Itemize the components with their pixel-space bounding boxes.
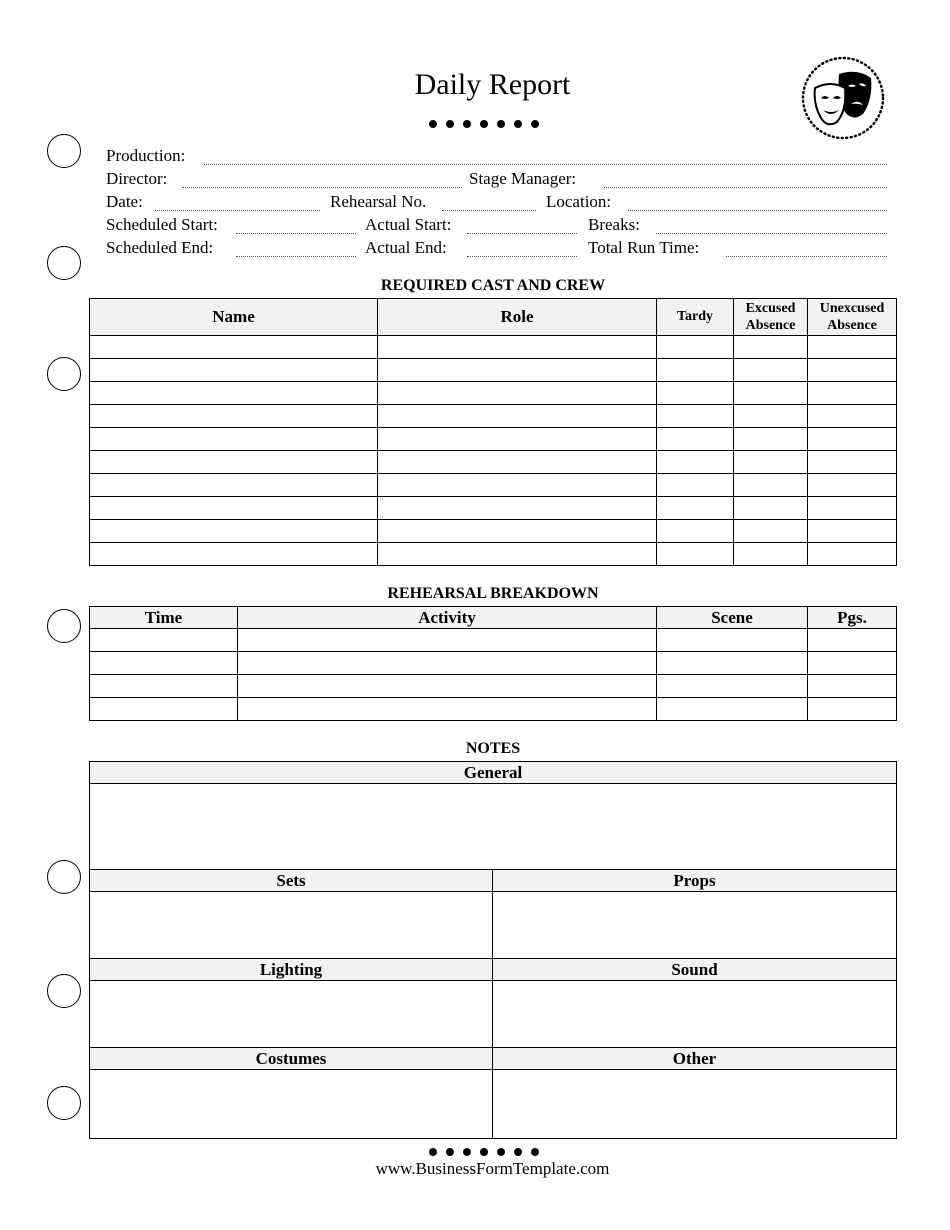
column-header-excused-absence: Excused Absence <box>734 299 808 336</box>
notes-costumes-header: Costumes <box>90 1048 493 1070</box>
table-cell[interactable] <box>90 520 378 543</box>
table-cell[interactable] <box>734 474 808 497</box>
notes-other-area[interactable] <box>493 1070 897 1139</box>
scheduled-start-field[interactable] <box>236 233 356 234</box>
table-cell[interactable] <box>378 405 657 428</box>
table-cell[interactable] <box>808 520 897 543</box>
director-label: Director: <box>106 169 168 188</box>
total-run-time-label: Total Run Time: <box>588 238 700 257</box>
binder-hole <box>47 357 81 391</box>
notes-props-area[interactable] <box>493 892 897 959</box>
location-field[interactable] <box>628 210 887 211</box>
table-cell[interactable] <box>90 359 378 382</box>
table-cell[interactable] <box>378 336 657 359</box>
binder-hole <box>47 134 81 168</box>
breakdown-row <box>90 652 897 675</box>
total-run-time-field[interactable] <box>726 256 887 257</box>
column-header-tardy: Tardy <box>657 299 734 336</box>
table-cell[interactable] <box>808 451 897 474</box>
cast-crew-row <box>90 428 897 451</box>
cast-crew-header-row <box>90 299 897 336</box>
table-cell[interactable] <box>378 451 657 474</box>
production-label: Production: <box>106 146 186 165</box>
table-cell[interactable] <box>238 629 657 652</box>
table-cell[interactable] <box>378 474 657 497</box>
table-cell[interactable] <box>734 428 808 451</box>
table-cell[interactable] <box>808 336 897 359</box>
table-cell[interactable] <box>657 405 734 428</box>
table-cell[interactable] <box>378 359 657 382</box>
actual-end-label: Actual End: <box>365 238 447 257</box>
stage-manager-label: Stage Manager: <box>469 169 577 188</box>
table-cell[interactable] <box>808 405 897 428</box>
table-cell[interactable] <box>378 382 657 405</box>
scheduled-end-label: Scheduled End: <box>106 238 214 257</box>
table-cell[interactable] <box>808 497 897 520</box>
date-field[interactable] <box>155 210 320 211</box>
table-cell[interactable] <box>734 543 808 566</box>
table-cell[interactable] <box>808 359 897 382</box>
binder-hole <box>47 860 81 894</box>
table-cell[interactable] <box>90 629 238 652</box>
cast-crew-row <box>90 543 897 566</box>
page-title: Daily Report <box>414 68 571 101</box>
column-header-time: Time <box>90 607 238 629</box>
notes-general-header: General <box>90 762 897 784</box>
notes-table <box>89 761 897 1139</box>
notes-sound-area[interactable] <box>493 981 897 1048</box>
table-cell[interactable] <box>734 359 808 382</box>
breakdown-header-row <box>90 607 897 629</box>
table-cell[interactable] <box>90 698 238 721</box>
notes-other-header: Other <box>493 1048 897 1070</box>
table-cell[interactable] <box>90 405 378 428</box>
table-cell[interactable] <box>808 474 897 497</box>
binder-hole <box>47 609 81 643</box>
table-cell[interactable] <box>90 474 378 497</box>
scheduled-end-field[interactable] <box>236 256 356 257</box>
table-cell[interactable] <box>657 675 808 698</box>
footer-dots <box>429 1148 539 1156</box>
table-cell[interactable] <box>808 675 897 698</box>
footer-url: www.BusinessFormTemplate.com <box>375 1159 610 1178</box>
scheduled-start-label: Scheduled Start: <box>106 215 218 234</box>
table-cell[interactable] <box>657 336 734 359</box>
table-cell[interactable] <box>808 629 897 652</box>
table-cell[interactable] <box>808 698 897 721</box>
table-cell[interactable] <box>734 336 808 359</box>
table-cell[interactable] <box>90 675 238 698</box>
table-cell[interactable] <box>90 497 378 520</box>
breakdown-row <box>90 629 897 652</box>
cast-crew-row <box>90 520 897 543</box>
table-cell[interactable] <box>657 652 808 675</box>
actual-end-field[interactable] <box>467 256 577 257</box>
table-cell[interactable] <box>90 652 238 675</box>
notes-lighting-area[interactable] <box>90 981 493 1048</box>
table-cell[interactable] <box>378 428 657 451</box>
table-cell[interactable] <box>808 428 897 451</box>
rehearsal-no-label: Rehearsal No. <box>330 192 427 211</box>
cast-crew-row <box>90 497 897 520</box>
table-cell[interactable] <box>734 451 808 474</box>
column-header-pgs: Pgs. <box>808 607 897 629</box>
table-cell[interactable] <box>657 428 734 451</box>
binder-hole <box>47 1086 81 1120</box>
table-cell[interactable] <box>378 497 657 520</box>
table-cell[interactable] <box>657 543 734 566</box>
breaks-field[interactable] <box>656 233 887 234</box>
breakdown-heading: REHEARSAL BREAKDOWN <box>387 585 599 602</box>
cast-crew-row <box>90 382 897 405</box>
cast-crew-row <box>90 474 897 497</box>
table-cell[interactable] <box>808 382 897 405</box>
cast-crew-row <box>90 405 897 428</box>
binder-hole <box>47 974 81 1008</box>
table-cell[interactable] <box>238 698 657 721</box>
cast-crew-row <box>90 451 897 474</box>
breaks-label: Breaks: <box>588 215 640 234</box>
table-cell[interactable] <box>238 675 657 698</box>
breakdown-row <box>90 698 897 721</box>
table-cell[interactable] <box>657 382 734 405</box>
column-header-scene: Scene <box>657 607 808 629</box>
cast-crew-row <box>90 359 897 382</box>
notes-sets-area[interactable] <box>90 892 493 959</box>
notes-general-area[interactable] <box>90 784 897 870</box>
table-cell[interactable] <box>657 629 808 652</box>
table-cell[interactable] <box>90 336 378 359</box>
table-cell[interactable] <box>90 382 378 405</box>
table-cell[interactable] <box>657 520 734 543</box>
table-cell[interactable] <box>657 497 734 520</box>
table-cell[interactable] <box>657 359 734 382</box>
notes-sets-header: Sets <box>90 870 493 892</box>
table-cell[interactable] <box>808 652 897 675</box>
table-cell[interactable] <box>90 543 378 566</box>
table-cell[interactable] <box>378 520 657 543</box>
table-cell[interactable] <box>657 698 808 721</box>
table-cell[interactable] <box>90 428 378 451</box>
table-cell[interactable] <box>238 652 657 675</box>
binder-hole <box>47 246 81 280</box>
location-label: Location: <box>546 192 612 211</box>
table-cell[interactable] <box>734 382 808 405</box>
table-cell[interactable] <box>734 497 808 520</box>
title-dots <box>429 120 539 128</box>
table-cell[interactable] <box>734 520 808 543</box>
actual-start-label: Actual Start: <box>365 215 452 234</box>
column-header-name: Name <box>90 299 378 336</box>
director-field[interactable] <box>182 187 462 188</box>
rehearsal-no-field[interactable] <box>442 210 536 211</box>
rehearsal-breakdown-table <box>89 606 897 721</box>
table-cell[interactable] <box>90 451 378 474</box>
stage-manager-field[interactable] <box>604 187 887 188</box>
column-header-unexcused-absence: Unexcused Absence <box>808 299 897 336</box>
notes-sound-header: Sound <box>493 959 897 981</box>
table-cell[interactable] <box>657 451 734 474</box>
column-header-role: Role <box>378 299 657 336</box>
breakdown-row <box>90 675 897 698</box>
notes-heading: NOTES <box>465 740 521 757</box>
notes-props-header: Props <box>493 870 897 892</box>
production-field[interactable] <box>204 164 887 165</box>
date-label: Date: <box>106 192 143 211</box>
notes-lighting-header: Lighting <box>90 959 493 981</box>
cast-crew-heading: REQUIRED CAST AND CREW <box>380 277 606 294</box>
cast-crew-table <box>89 298 897 566</box>
column-header-activity: Activity <box>238 607 657 629</box>
actual-start-field[interactable] <box>467 233 577 234</box>
cast-crew-row <box>90 336 897 359</box>
table-cell[interactable] <box>808 543 897 566</box>
table-cell[interactable] <box>378 543 657 566</box>
table-cell[interactable] <box>657 474 734 497</box>
table-cell[interactable] <box>734 405 808 428</box>
notes-costumes-area[interactable] <box>90 1070 493 1139</box>
